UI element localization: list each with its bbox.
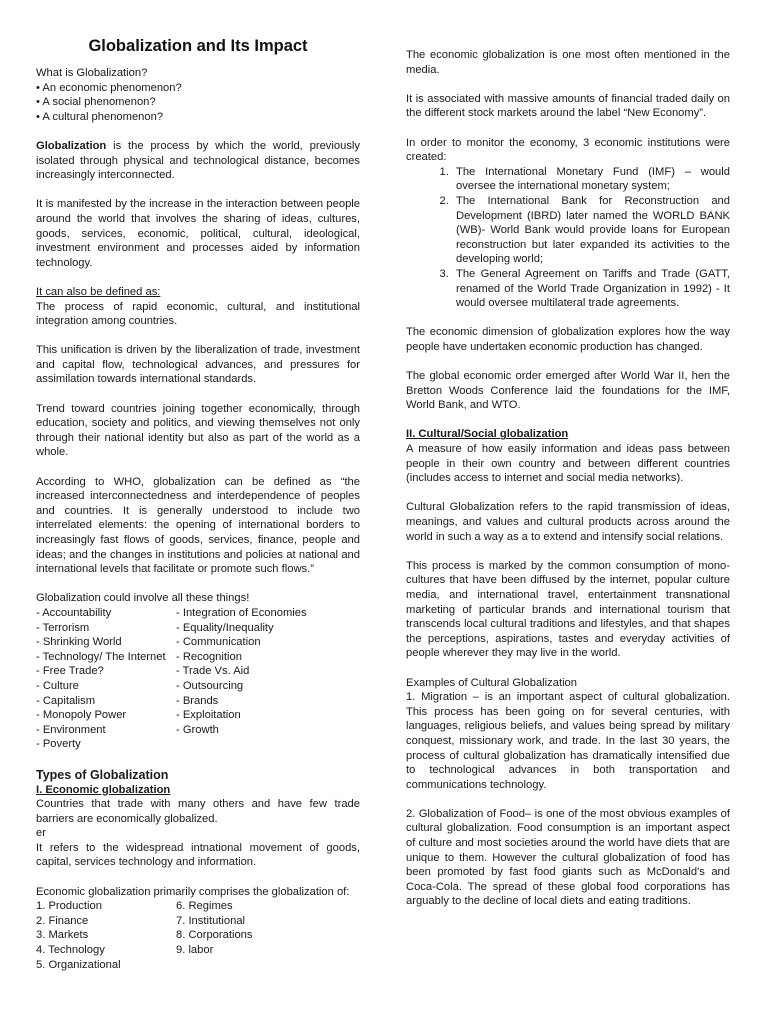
economic-paragraph-1: Countries that trade with many others and have few trade barriers are economically globalized.: [36, 798, 360, 825]
involve-list: [36, 606, 360, 752]
involve-item: - Monopoly Power: [36, 709, 127, 722]
comprises-item: 7. Institutional: [176, 914, 246, 927]
example-food: 2. Globalization of Food– is one of the most obvious examples of cultural globalization. Food consumption is an important aspect of culture and most societies around the world have diets that are unique to them. However the cultural globalization of food has been promoted by fast food giants such as McDonald's and Coca-Cola. The spread of these global food corporations has arguably to the decline of local diets and eating traditions.: [406, 807, 730, 908]
involve-item: - Technology/ The Internet: [36, 650, 166, 663]
institution-item: 3. The General Agreement on Tariffs and Trade (GATT, renamed of the World Trade Organization in 1992) - It would oversee multilateral trade agreements.: [452, 267, 730, 311]
question-item: • A cultural phenomenon?: [36, 110, 164, 123]
cultural-paragraph-2: Cultural Globalization refers to the rapid transmission of ideas, meanings, and values and cultural products across around the world in such a way as a to extend and intensify social relations.: [406, 501, 730, 543]
also-defined-text: The process of rapid economic, cultural, and institutional integration among countries.: [36, 300, 360, 328]
question-item: • An economic phenomenon?: [36, 81, 182, 94]
involve-item: - Capitalism: [36, 694, 96, 707]
comprises-column-2: [176, 899, 360, 972]
involve-item: - Culture: [36, 679, 79, 692]
monitor-paragraph: In order to monitor the economy, 3 economic institutions were created:: [406, 136, 730, 164]
page-title: Globalization and Its Impact: [88, 37, 308, 55]
economic-er: er: [36, 827, 46, 840]
involve-item: - Brands: [176, 694, 219, 707]
comprises-item: 4. Technology: [36, 944, 105, 957]
involve-item: - Shrinking World: [36, 636, 122, 649]
involve-item: - Integration of Economies: [176, 606, 307, 619]
involve-item: - Growth: [176, 723, 219, 736]
examples-title: Examples of Cultural Globalization: [406, 676, 578, 689]
comprises-list: [36, 899, 360, 972]
comprises-item: 9. labor: [176, 944, 214, 957]
involve-item: - Exploitation: [176, 709, 241, 722]
involve-item: - Equality/Inequality: [176, 621, 274, 634]
institution-item: 1. The International Monetary Fund (IMF) – would oversee the international monetary system;: [452, 165, 730, 194]
definition-paragraph: [36, 139, 360, 183]
trend-paragraph: Trend toward countries joining together economically, through education, society and politics, and viewing themselves not only through their national identity but also as part of the world as a whole.: [36, 402, 360, 459]
economic-paragraph-2: It refers to the widespread intnational movement of goods, capital, services technology and information.: [36, 841, 360, 869]
comprises-item: 6. Regimes: [176, 900, 233, 913]
institution-item: 2. The International Bank for Reconstruction and Development (IBRD) later named the WORLD BANK (WB)- World Bank would provide loans for European reconstruction but later expanded its activities to the developing world;: [452, 194, 730, 267]
left-column: [36, 0, 360, 987]
dimension-paragraph: The economic dimension of globalization explores how the way people have undertaken economic production has changed.: [406, 326, 730, 353]
involve-column-1: [36, 606, 176, 752]
unification-paragraph: This unification is driven by the liberalization of trade, investment and capital flow, technological advances, and pressures for assimilation towards international standards.: [36, 344, 360, 386]
right-column: [406, 0, 730, 924]
question-list: [36, 66, 360, 124]
example-migration: 1. Migration – is an important aspect of cultural globalization. This process has been going on for several centuries, with languages, religious beliefs, and values being spread by military conquest, missionary work, and trade. In the last 30 years, the process of cultural globalization has dramatically intensified due to technological advances in both transportation and communications technology.: [406, 691, 730, 791]
types-heading: Types of Globalization: [36, 767, 169, 782]
involve-item: - Communication: [176, 636, 261, 649]
comprises-column-1: [36, 899, 176, 972]
also-defined-label: It can also be defined as:: [36, 285, 161, 298]
question-title: What is Globalization?: [36, 67, 148, 79]
involve-item: - Accountability: [36, 606, 112, 619]
definition-term: Globalization: [36, 139, 107, 152]
comprises-item: 1. Production: [36, 900, 102, 913]
comprises-item: 8. Corporations: [176, 929, 253, 942]
definition-text: is the process by which the world, previously isolated through physical and technological distance, becomes increasingly interconnected.: [36, 139, 360, 182]
cultural-paragraph-1: A measure of how easily information and ideas pass between people in their own country and between different countries (includes access to internet and social media networks).: [406, 443, 730, 485]
involve-item: - Trade Vs. Aid: [176, 665, 250, 678]
economic-globalization-heading: I. Economic globalization: [36, 783, 171, 796]
involve-item: - Free Trade?: [36, 665, 104, 678]
financial-paragraph: It is associated with massive amounts of financial traded daily on the different stock markets around the label “New Economy”.: [406, 92, 730, 120]
involve-item: - Terrorism: [36, 621, 90, 634]
cultural-globalization-heading: II. Cultural/Social globalization: [406, 428, 569, 441]
institutions-list: [406, 165, 730, 311]
involve-title: Globalization could involve all these things!: [36, 592, 250, 605]
economic-comprises: Economic globalization primarily comprises the globalization of:: [36, 885, 350, 898]
involve-column-2: [176, 606, 360, 752]
comprises-item: 2. Finance: [36, 914, 89, 927]
involve-item: - Outsourcing: [176, 679, 244, 692]
who-definition-paragraph: According to WHO, globalization can be defined as “the increased interconnectedness and interdependence of peoples and countries. It is generally understood to include two interrelated elements: the opening of international borders to increasingly fast flows of goods, services, finance, people and ideas; and the changes in institutions and policies at national and international levels that facilitate or promote such flows.”: [36, 475, 360, 576]
involve-item: - Poverty: [36, 738, 81, 751]
also-defined-block: [36, 285, 360, 329]
comprises-item: 5. Organizational: [36, 958, 121, 971]
comprises-item: 3. Markets: [36, 929, 89, 942]
cultural-paragraph-3: This process is marked by the common consumption of mono-cultures that have been diffused by the internet, popular culture media, and international travel, entertainment transnational marketing of particular brands and international tourism that transcends local cultural traditions and lifestyles, and that shapes the perceptions, aspirations, tastes and everyday activities of people wherever they may live in the world.: [406, 559, 730, 660]
involve-item: - Environment: [36, 723, 106, 736]
media-paragraph: The economic globalization is one most often mentioned in the media.: [406, 49, 730, 76]
economic-order-paragraph: The global economic order emerged after World War II, hen the Bretton Woods Conference laid the foundations for the IMF, World Bank, and WTO.: [406, 370, 730, 412]
question-item: • A social phenomenon?: [36, 96, 156, 109]
manifested-paragraph: It is manifested by the increase in the interaction between people around the world that involves the sharing of ideas, cultures, goods, services, economic, political, cultural, ideological, investment environment and processes aided by information technology.: [36, 198, 360, 269]
involve-item: - Recognition: [176, 650, 242, 663]
